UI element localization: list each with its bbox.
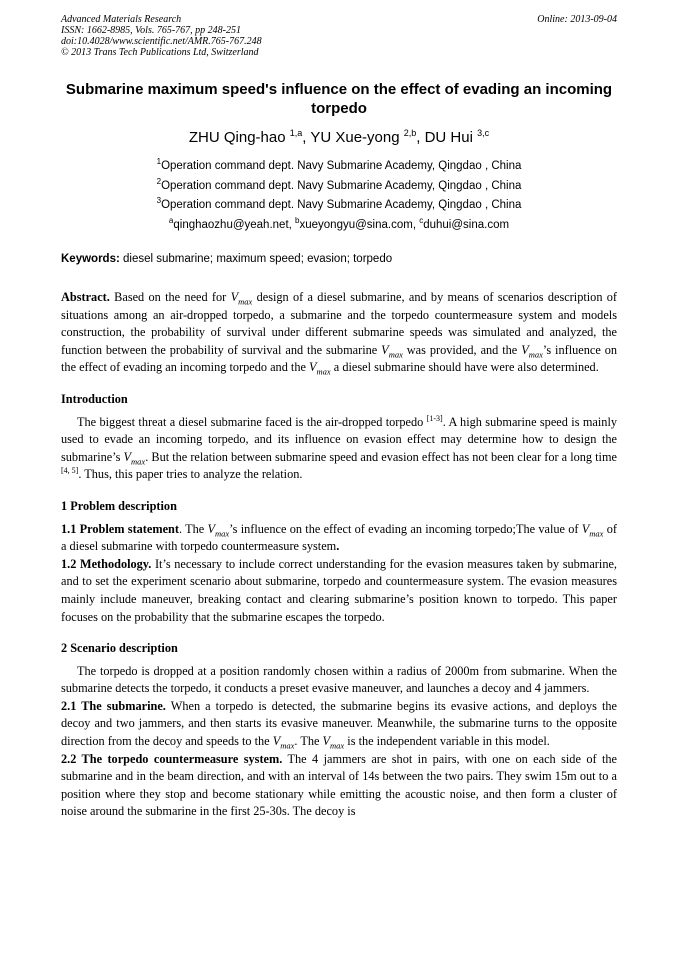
email-mark: b: [295, 215, 300, 225]
subsection-2-1: 2.1 The submarine. When a torpedo is detected, the submarine begins its evasive actions, and deploys the decoy and two jammers, and then starts its evasive maneuver. Meanwhile, the submarine turns to the opposite direction from the decoy and speeds to the $V_{max}$. The $V_{max}$ is the independent variable in this model.: [61, 698, 617, 751]
abstract-label: Abstract.: [61, 290, 110, 304]
scenario-intro: The torpedo is dropped at a position randomly chosen within a radius of 2000m from submarine. When the submarine detects the torpedo, it conducts a preset evasive maneuver, and launches a decoy and 4 jammers.: [61, 663, 617, 696]
citation-ref[interactable]: [4, 5]: [61, 466, 79, 476]
affiliation: [61, 177, 617, 197]
citation-ref[interactable]: [1-3]: [426, 413, 443, 423]
author-name: DU Hui: [424, 129, 473, 146]
section-heading: 2 Scenario description: [61, 641, 178, 656]
author-affil-mark: 3,c: [477, 128, 490, 138]
keywords-label: Keywords:: [61, 253, 120, 265]
publication-header: [61, 14, 617, 58]
subsection-1-1: 1.1 Problem statement. The $V_{max}’s$ influence on the effect of evading an incoming torpedo;The value of $V_{max}$ of a diesel submarine with torpedo countermeasure system.: [61, 521, 617, 554]
subsection-2-2: 2.2 The torpedo countermeasure system. The 4 jammers are shot in pairs, with one on each side of the submarine and in the beam direction, and with an interval of 14s between the two pairs. They swim 15m out to a position where they stop and become stationary while emitting the acoustic noise, and then form a cluster of noise around the submarine in the first 25-30s. The decoy is: [61, 751, 617, 819]
issn-line: ISSN: 1662-8985, Vols. 765-767, pp 248-251: [61, 25, 241, 36]
affiliation-mark: 1: [156, 157, 162, 167]
email-mark: c: [419, 215, 424, 225]
paper-title: Submarine maximum speed's influence on the effect of evading an incoming torpedo: [65, 81, 613, 117]
author-list: ZHU Qing-hao $^{1,a}$, YU Xue-yong $^{2,b}$, DU Hui $^{3,c}$: [188, 128, 490, 146]
paper-body: [61, 289, 617, 821]
author-name: YU Xue-yong: [310, 129, 400, 146]
keywords: [61, 252, 617, 267]
email-address[interactable]: xueyongyu@sina.com,: [299, 218, 417, 231]
abstract-paragraph: Abstract. Based on the need for $V_{max}$ design of a diesel submarine, and by means of scenarios description of situations among an air-dropped torpedo, a submarine and the torpedo countermeasure system and models construction, the probability of survival under different submarine speeds was simulated and analyzed, the function between the probability of survival and the submarine $V_{max}$ was provided, and the $V_{max}’s$ influence on the effect of evading an incoming torpedo and the $V_{max}$ a diesel submarine should have were also determined.: [61, 290, 618, 377]
doi-line: doi:10.4028/www.scientific.net/AMR.765-767.248: [61, 36, 262, 47]
author-affil-mark: 1,a: [289, 128, 303, 138]
author-name: ZHU Qing-hao: [188, 129, 286, 146]
journal-name: Advanced Materials Research: [61, 14, 182, 25]
email-line: [61, 216, 617, 236]
keywords-text: diesel submarine; maximum speed; evasion; torpedo: [123, 253, 393, 265]
section-heading: 1 Problem description: [61, 498, 177, 513]
affiliation-list: [61, 157, 617, 235]
author-affil-mark: 2,b: [403, 128, 417, 138]
email-address[interactable]: duhui@sina.com: [423, 218, 510, 231]
email-mark: a: [168, 215, 174, 225]
affiliation: [61, 196, 617, 216]
affiliation-text: Operation command dept. Navy Submarine Academy, Qingdao , China: [161, 199, 522, 211]
affiliation: [61, 157, 617, 177]
affiliation-text: Operation command dept. Navy Submarine Academy, Qingdao , China: [161, 160, 522, 172]
subsection-1-2: 1.2 Methodology. It’s necessary to include correct understanding for the evasion measures taken by submarine, and to set the experiment scenario about submarine, torpedo and countermeasure system. The evasion measures mainly include maneuver, breaking contact and clearing submarine’s position known to torpedo. This paper focuses on the probability that the submarine escapes the torpedo.: [61, 556, 617, 624]
online-date: Online: 2013-09-04: [537, 14, 617, 25]
affiliation-mark: 2: [156, 176, 162, 186]
affiliation-mark: 3: [156, 196, 162, 206]
copyright-line: © 2013 Trans Tech Publications Ltd, Switzerland: [61, 47, 259, 58]
email-address[interactable]: qinghaozhu@yeah.net,: [173, 218, 292, 231]
section-heading: Introduction: [61, 391, 128, 406]
affiliation-text: Operation command dept. Navy Submarine Academy, Qingdao , China: [161, 179, 522, 192]
intro-paragraph: The biggest threat a diesel submarine faced is the air-dropped torpedo [1-3]. A high submarine speed is mainly used to evade an incoming torpedo, and its influence on evasion effect may determine how to design the submarine’s $V_{max}$. But the relation between submarine speed and evasion effect has not been clear for a long time [4, 5]. Thus, this paper tries to analyze the relation.: [61, 413, 618, 482]
